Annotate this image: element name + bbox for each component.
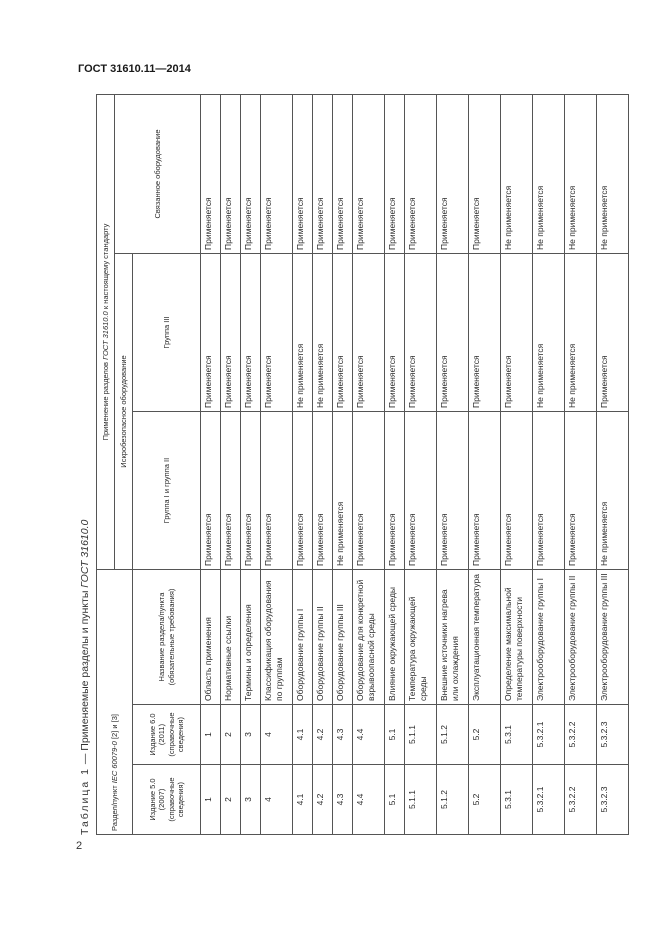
table-row: [597, 94, 629, 834]
table-row: [333, 94, 353, 834]
cell-name: Оборудование группы III: [333, 569, 353, 704]
table-row: [261, 94, 293, 834]
cell-group3: Не применяется: [313, 253, 333, 411]
cell-ed5: 5.3.2.1: [533, 765, 565, 835]
cell-group12: Применяется: [469, 411, 501, 569]
cell-name: Оборудование группы I: [293, 569, 313, 704]
table-row: [469, 94, 501, 834]
gost-group-header: [97, 94, 115, 569]
table-row: [405, 94, 437, 834]
table-row: [241, 94, 261, 834]
cell-group3: Применяется: [405, 253, 437, 411]
cell-ed6: 5.1: [385, 705, 405, 765]
caption-std-ref: ГОСТ 31610.0: [79, 519, 91, 588]
cell-assoc: Применяется: [437, 94, 469, 253]
cell-group3: Применяется: [385, 253, 405, 411]
table-row: [501, 94, 533, 834]
document-header: ГОСТ 31610.11—2014: [78, 63, 191, 75]
table-row: [313, 94, 333, 834]
cell-ed5: 5.3.1: [501, 765, 533, 835]
table-row: [221, 94, 241, 834]
cell-assoc: Применяется: [221, 94, 241, 253]
cell-assoc: Применяется: [293, 94, 313, 253]
cell-group3: Применяется: [469, 253, 501, 411]
page-number: 2: [76, 840, 83, 852]
cell-name: Определение максимальной температуры поверхности: [501, 569, 533, 704]
table-row: [293, 94, 313, 834]
cell-group12: Применяется: [261, 411, 293, 569]
cell-assoc: Не применяется: [533, 94, 565, 253]
cell-ed6: 5.1.2: [437, 705, 469, 765]
cell-assoc: Применяется: [241, 94, 261, 253]
cell-group12: Применяется: [437, 411, 469, 569]
iec-group-ref: IEC 60079-0: [109, 741, 119, 784]
cell-ed6: 4.2: [313, 705, 333, 765]
cell-group3: Применяется: [437, 253, 469, 411]
ed6-header: Издание 6.0 (2011) (справочные сведения): [133, 705, 201, 765]
cell-ed6: 3: [241, 705, 261, 765]
cell-group12: Применяется: [313, 411, 333, 569]
cell-group3: Не применяется: [293, 253, 313, 411]
cell-ed5: 1: [201, 765, 221, 835]
cell-ed5: 5.3.2.3: [597, 765, 629, 835]
iec-group-suffix: [2] и [3]: [109, 714, 119, 740]
table-row: [201, 94, 221, 834]
header-row-1: [97, 94, 115, 834]
cell-ed6: 4.4: [353, 705, 385, 765]
cell-ed6: 1: [201, 705, 221, 765]
cell-ed5: 4.2: [313, 765, 333, 835]
cell-group12: Применяется: [385, 411, 405, 569]
cell-assoc: Применяется: [353, 94, 385, 253]
group12-header: Группа I и группа II: [133, 411, 201, 569]
cell-group12: Не применяется: [597, 411, 629, 569]
caption-text: — Применяемые разделы и пункты: [79, 590, 91, 765]
cell-ed5: 4: [261, 765, 293, 835]
cell-group3: Применяется: [501, 253, 533, 411]
table-row: [385, 94, 405, 834]
name-header: Название раздела/пункта (обязательные требования): [133, 569, 201, 704]
cell-assoc: Применяется: [261, 94, 293, 253]
cell-name: Влияние окружающей среды: [385, 569, 405, 704]
rotated-table-block: [75, 95, 609, 835]
cell-group12: Применяется: [201, 411, 221, 569]
cell-ed5: 2: [221, 765, 241, 835]
cell-ed6: 5.3.2.2: [565, 705, 597, 765]
cell-ed6: 4.3: [333, 705, 353, 765]
cell-ed5: 4.3: [333, 765, 353, 835]
cell-group12: Применяется: [241, 411, 261, 569]
cell-group3: Применяется: [201, 253, 221, 411]
cell-name: Электрооборудование группы I: [533, 569, 565, 704]
table-row: [437, 94, 469, 834]
cell-group12: Применяется: [293, 411, 313, 569]
cell-name: Область применения: [201, 569, 221, 704]
cell-ed5: 5.2: [469, 765, 501, 835]
cell-assoc: Не применяется: [565, 94, 597, 253]
ed5-header: Издание 5.0 (2007) (справочные сведения): [133, 765, 201, 835]
cell-ed5: 5.1.1: [405, 765, 437, 835]
cell-group12: Применяется: [501, 411, 533, 569]
table-row: [353, 94, 385, 834]
cell-group12: Применяется: [565, 411, 597, 569]
cell-name: Температура окружающей среды: [405, 569, 437, 704]
cell-assoc: Применяется: [313, 94, 333, 253]
cell-group3: Не применяется: [533, 253, 565, 411]
cell-group3: Не применяется: [565, 253, 597, 411]
cell-assoc: Не применяется: [501, 94, 533, 253]
iec-group-prefix: Раздел/пункт: [109, 785, 119, 831]
cell-name: Оборудование группы II: [313, 569, 333, 704]
cell-name: Эксплуатационная температура: [469, 569, 501, 704]
table-caption: [75, 520, 95, 835]
cell-ed6: 5.3.2.1: [533, 705, 565, 765]
cell-group12: Применяется: [533, 411, 565, 569]
cell-name: Термины и определения: [241, 569, 261, 704]
gost-group-prefix: Применение разделов: [100, 361, 110, 441]
gost-group-ref: ГОСТ 31610.0: [100, 311, 110, 360]
caption-prefix: Таблица 1: [79, 767, 91, 835]
cell-assoc: Применяется: [333, 94, 353, 253]
assoc-header: Связанное оборудование: [115, 94, 201, 253]
cell-ed5: 5.1: [385, 765, 405, 835]
cell-group3: Применяется: [353, 253, 385, 411]
intrinsic-header: Искробезопасное оборудование: [115, 253, 133, 569]
cell-ed6: 5.2: [469, 705, 501, 765]
cell-ed6: 5.1.1: [405, 705, 437, 765]
cell-group12: Применяется: [353, 411, 385, 569]
applicability-table: [96, 94, 629, 835]
cell-group3: Применяется: [597, 253, 629, 411]
cell-name: Электрооборудование группы II: [565, 569, 597, 704]
cell-assoc: Не применяется: [597, 94, 629, 253]
cell-name: Классификация оборудования по группам: [261, 569, 293, 704]
cell-assoc: Применяется: [469, 94, 501, 253]
cell-ed6: 4: [261, 705, 293, 765]
cell-ed6: 5.3.1: [501, 705, 533, 765]
cell-name: Оборудование для конкретной взрывоопасной среды: [353, 569, 385, 704]
cell-group3: Применяется: [221, 253, 241, 411]
cell-group3: Применяется: [261, 253, 293, 411]
table-row: [533, 94, 565, 834]
cell-group12: Применяется: [221, 411, 241, 569]
cell-assoc: Применяется: [201, 94, 221, 253]
cell-ed6: 2: [221, 705, 241, 765]
cell-group3: Применяется: [241, 253, 261, 411]
cell-ed6: 5.3.2.3: [597, 705, 629, 765]
cell-ed5: 5.3.2.2: [565, 765, 597, 835]
cell-ed6: 4.1: [293, 705, 313, 765]
cell-ed5: 4.4: [353, 765, 385, 835]
cell-ed5: 5.1.2: [437, 765, 469, 835]
cell-ed5: 3: [241, 765, 261, 835]
cell-assoc: Применяется: [385, 94, 405, 253]
cell-name: Электрооборудование группы III: [597, 569, 629, 704]
iec-group-header: [97, 569, 133, 834]
cell-group3: Применяется: [333, 253, 353, 411]
cell-group12: Применяется: [405, 411, 437, 569]
group3-header: Группа III: [133, 253, 201, 411]
cell-name: Внешние источники нагрева или охлаждения: [437, 569, 469, 704]
cell-assoc: Применяется: [405, 94, 437, 253]
cell-ed5: 4.1: [293, 765, 313, 835]
cell-group12: Не применяется: [333, 411, 353, 569]
table-row: [565, 94, 597, 834]
gost-group-suffix: к настоящему стандарту: [100, 223, 110, 310]
cell-name: Нормативные ссылки: [221, 569, 241, 704]
